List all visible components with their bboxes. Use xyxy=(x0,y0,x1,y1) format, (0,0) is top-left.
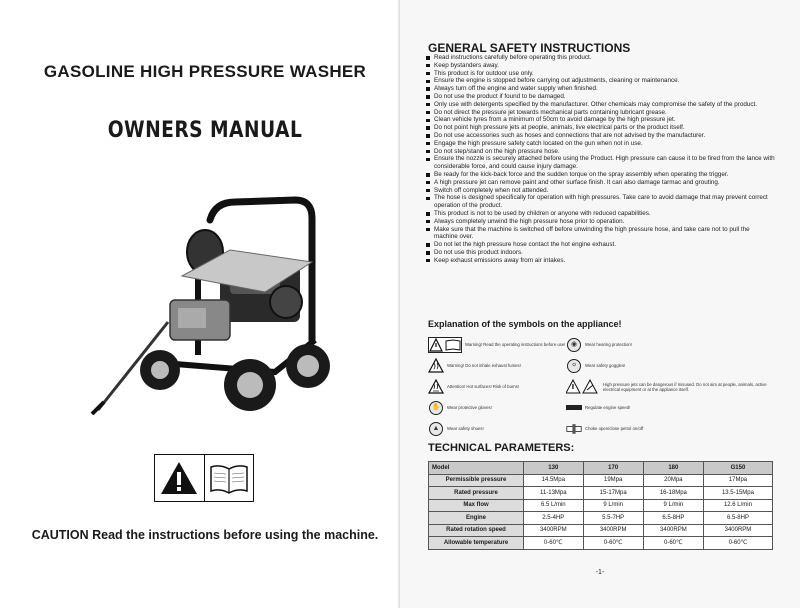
table-row xyxy=(429,487,773,500)
symbol-item xyxy=(428,334,566,355)
table-row xyxy=(429,537,773,550)
parameter-value: 19Mpa xyxy=(583,474,643,487)
safety-item: Read instructions carefully before operating this product. xyxy=(425,54,775,62)
warning-symbols-box xyxy=(154,454,254,502)
parameter-name: Allowable temperature xyxy=(429,537,524,550)
safety-list xyxy=(425,54,775,265)
petrol-valve-icon xyxy=(566,421,582,437)
safety-item: Do not use this product indoors. xyxy=(425,249,775,257)
symbol-label: Warning! Do not inhale exhaust fumes! xyxy=(447,363,521,368)
symbol-label: High pressure jets can be dangerous if misused. Do not aim at people, animals, active electrical equipment or at the appliance itself. xyxy=(603,381,767,392)
open-manual-icon xyxy=(204,455,253,501)
safety-item: Keep exhaust emissions away from air intakes. xyxy=(425,257,775,265)
page-number: -1- xyxy=(595,569,605,576)
symbol-item xyxy=(566,376,768,397)
parameter-value: 0-60℃ xyxy=(703,537,772,550)
safety-item: Do not use accessories such as hoses and connections that are not advised by the manufacturer. xyxy=(425,132,775,140)
safety-item: Clean vehicle tyres from a minimum of 50cm to avoid damage by the high pressure jet. xyxy=(425,116,775,124)
warning-manual-icon xyxy=(428,337,462,353)
parameter-name: Rated pressure xyxy=(429,487,524,500)
safety-item: Always turn off the engine and water supply when finished. xyxy=(425,85,775,93)
parameter-value: 17Mpa xyxy=(703,474,772,487)
exhaust-fumes-warning-icon xyxy=(428,358,444,374)
symbol-label: Wear safety shoes! xyxy=(447,426,484,431)
parameters-table xyxy=(428,461,773,550)
safety-item: This product is for outdoor use only. xyxy=(425,70,775,78)
safety-item: Do not let the high pressure hose contact the hot engine exhaust. xyxy=(425,241,775,249)
safety-item: Make sure that the machine is switched off before unwinding the high pressure hose, and take care not to pull the machine over. xyxy=(425,226,775,242)
safety-item: Ensure the nozzle is securely attached before using the Product. High pressure can cause it to be fired from the lance with considerable force, and could cause injury damage. xyxy=(425,155,775,171)
parameters-title: TECHNICAL PARAMETERS: xyxy=(428,442,575,454)
symbol-item xyxy=(428,355,566,376)
safety-item: Do not direct the pressure jet towards mechanical parts containing lubricant grease. xyxy=(425,109,775,117)
parameter-value: 3400RPM xyxy=(524,524,584,537)
safety-goggles-icon: ⚪ xyxy=(566,358,582,374)
safety-item: This product is not to be used by children or anyone with reduced capabilities. xyxy=(425,210,775,218)
parameter-value: 0-60℃ xyxy=(643,537,703,550)
parameter-value: 16-18Mpa xyxy=(643,487,703,500)
symbols-title: Explanation of the symbols on the appliance! xyxy=(428,319,622,329)
caution-note: CAUTION Read the instructions before using the machine. xyxy=(31,528,379,542)
table-header-row xyxy=(429,462,773,475)
safety-item: The hose is designed specifically for operation with high pressures. Take care to avoid damage that may prevent correct operation of the product. xyxy=(425,194,775,210)
table-header-cell: G150 xyxy=(703,462,772,475)
symbol-label: Wear safety goggles! xyxy=(585,363,626,368)
parameter-value: 5.5-7HP xyxy=(583,512,643,525)
safety-shoes-icon: ▲ xyxy=(428,421,444,437)
ear-protection-icon: ◉ xyxy=(566,337,582,353)
safety-title: GENERAL SAFETY INSTRUCTIONS xyxy=(428,41,631,55)
safety-item: Engage the high pressure safety catch located on the gun when not in use. xyxy=(425,140,775,148)
parameter-value: 11-13Mpa xyxy=(524,487,584,500)
table-header-cell: 180 xyxy=(643,462,703,475)
symbol-item xyxy=(428,376,566,397)
safety-item: Keep bystanders away. xyxy=(425,62,775,70)
parameter-value: 6.5 L/min xyxy=(524,499,584,512)
safety-item: Switch off completely when not attended. xyxy=(425,187,775,195)
parameter-value: 6.5-8HP xyxy=(643,512,703,525)
warning-triangle-icon xyxy=(155,455,204,501)
symbol-item xyxy=(566,397,768,418)
parameter-value: 3400RPM xyxy=(643,524,703,537)
table-header-cell: 170 xyxy=(583,462,643,475)
table-row xyxy=(429,499,773,512)
parameter-value: 0-60℃ xyxy=(583,537,643,550)
parameter-value: 13.5-15Mpa xyxy=(703,487,772,500)
symbol-label: Wear hearing protection! xyxy=(585,342,632,347)
symbol-item xyxy=(428,397,566,418)
parameter-value: 0-60℃ xyxy=(524,537,584,550)
parameter-name: Max flow xyxy=(429,499,524,512)
parameter-value: 9 L/min xyxy=(583,499,643,512)
spray-danger-icon xyxy=(566,379,600,395)
symbol-label: Choke open/close petrol on/off xyxy=(585,426,644,431)
parameter-value: 9 L/min xyxy=(643,499,703,512)
product-title: GASOLINE HIGH PRESSURE WASHER xyxy=(43,62,367,81)
symbol-label: Wear protective gloves! xyxy=(447,405,492,410)
pressure-washer-image xyxy=(90,190,335,415)
symbol-item xyxy=(428,418,566,439)
protective-gloves-icon: ✋ xyxy=(428,400,444,416)
table-header-cell: 130 xyxy=(524,462,584,475)
parameter-name: Rated rotation speed xyxy=(429,524,524,537)
safety-item: Always completely unwind the high pressure hose prior to operation. xyxy=(425,218,775,226)
safety-item: A high pressure jet can remove paint and other surface finish. It can also damage tarmac and grouting. xyxy=(425,179,775,187)
table-row xyxy=(429,524,773,537)
parameter-value: 20Mpa xyxy=(643,474,703,487)
symbol-label: Attention! Hot surfaces! Risk of burns! xyxy=(447,384,520,389)
safety-item: Only use with detergents specified by the manufacturer. Other chemicals may compromise the safety of the product. xyxy=(425,101,775,109)
parameter-name: Permissible pressure xyxy=(429,474,524,487)
table-row xyxy=(429,512,773,525)
symbol-item xyxy=(566,355,768,376)
safety-item: Do not use the product if found to be damaged. xyxy=(425,93,775,101)
hot-surface-warning-icon xyxy=(428,379,444,395)
instructions-page xyxy=(400,0,800,608)
symbol-item xyxy=(566,418,768,439)
safety-item: Be ready for the kick-back force and the sudden torque on the spray assembly when operating the trigger. xyxy=(425,171,775,179)
parameter-value: 12.6 L/min xyxy=(703,499,772,512)
parameter-name: Engine xyxy=(429,512,524,525)
symbol-item xyxy=(566,334,768,355)
parameter-value: 6.5-8HP xyxy=(703,512,772,525)
parameter-value: 3400RPM xyxy=(583,524,643,537)
engine-speed-regulator-icon xyxy=(566,400,582,416)
table-row xyxy=(429,474,773,487)
safety-item: Do not point high pressure jets at people, animals, live electrical parts or the product itself. xyxy=(425,124,775,132)
parameter-value: 3400RPM xyxy=(703,524,772,537)
safety-item: Ensure the engine is stopped before carrying out adjustments, cleaning or maintenance. xyxy=(425,77,775,85)
parameter-value: 2.5-4HP xyxy=(524,512,584,525)
parameter-value: 15-17Mpa xyxy=(583,487,643,500)
table-header-cell: Model xyxy=(429,462,524,475)
symbols-grid xyxy=(428,334,768,439)
symbol-label: Warning! Read the operating instructions before use! xyxy=(465,342,566,347)
manual-title: OWNERS MANUAL xyxy=(107,118,303,143)
symbol-label: Regulate engine speed! xyxy=(585,405,631,410)
safety-item: Do not step/stand on the high pressure hose. xyxy=(425,148,775,156)
parameter-value: 14.5Mpa xyxy=(524,474,584,487)
